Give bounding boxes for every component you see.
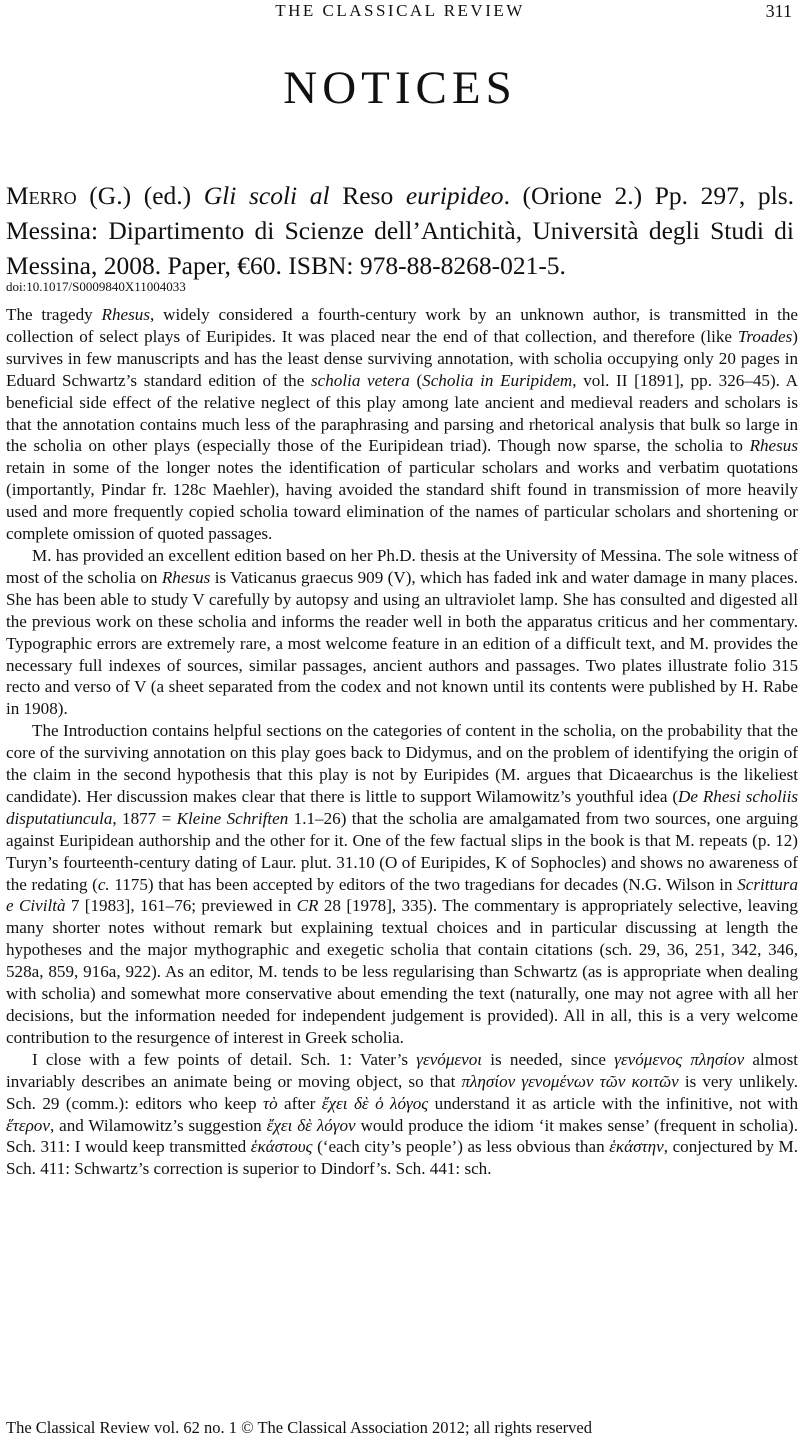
- paragraph-text: ) survives in few manuscripts and has the least dense surviving annotation, with scholia occupying only 20 pages in Eduard Schwartz’s standard edition of the: [6, 326, 798, 390]
- body-paragraph: [6, 1049, 798, 1180]
- paragraph-text: after: [277, 1093, 322, 1113]
- paragraph-text: (: [409, 370, 423, 390]
- italic-text: ἕτερον: [6, 1115, 50, 1135]
- italic-text: De Rhesi scholiis disputatiuncula: [6, 786, 798, 828]
- italic-text: ἑκάστους: [250, 1137, 313, 1157]
- italic-text: τὸ: [262, 1093, 278, 1113]
- copyright-footer: The Classical Review vol. 62 no. 1 © The Classical Association 2012; all rights reserved: [6, 1418, 592, 1437]
- page-number: 311: [765, 1, 792, 21]
- running-head: [0, 0, 800, 24]
- italic-text: CR: [296, 896, 319, 916]
- italic-text: Scrittura e Civiltà: [6, 874, 798, 916]
- body-paragraph: [6, 720, 798, 1049]
- paragraph-text: I close with a few points of detail. Sch. 1: Vater’s: [32, 1049, 417, 1069]
- paragraph-text: understand it as article with the infinitive, not with: [428, 1093, 798, 1113]
- book-citation: [6, 178, 794, 283]
- italic-text: Rhesus: [749, 436, 798, 456]
- italic-text: πλησίον γενομένων τῶν κοιτῶν: [461, 1071, 679, 1091]
- citation-title-part: Gli scoli al: [203, 181, 330, 210]
- review-body: [6, 304, 798, 1180]
- italic-text: ἑκάστην: [609, 1137, 664, 1157]
- journal-title: THE CLASSICAL REVIEW: [275, 1, 525, 20]
- paragraph-text: , conjectured by M. Sch. 411: Schwartz’s correction is superior to Dindorf’s. Sch. 441: sch.: [6, 1137, 798, 1179]
- italic-text: ἔχει δὲ λόγον: [266, 1115, 356, 1135]
- paragraph-text: , widely considered a fourth-century work by an unknown author, is transmitted in the collection of select plays of Euripides. It was placed near the end of that collection, and therefore (like: [6, 305, 798, 346]
- citation-author-rest: (G.) (ed.): [76, 181, 204, 210]
- italic-text: c.: [97, 874, 110, 894]
- citation-author-surname: Merro: [6, 181, 77, 210]
- paragraph-text: 28 [1978], 335). The commentary is appropriately selective, leaving many shorter notes without remark but explaining textual choices and in particular discussing at length the hypotheses and the major mythographic and exegetic scholia that contain citations (sch. 29, 36, 251, 342, 346, 528a, 859, 916a, 922). As an editor, M. tends to be less regularising than Schwartz (as is appropriate when dealing with scholia) and somewhat more conservative about emending the text (naturally, one may not agree with all her decisions, but the information needed for independent judgement is provided). All in all, this is a very welcome contribution to the resurgence of interest in Greek scholia.: [6, 896, 798, 1047]
- italic-text: Rhesus: [161, 567, 211, 587]
- paragraph-text: The tragedy: [6, 305, 102, 324]
- paragraph-text: almost invariably describes an animate being or moving object, so that: [6, 1049, 799, 1091]
- citation-details: . (Orione 2.) Pp. 297, pls. Messina: Dipartimento di Scienze dell’Antichità, Università degli Studi di Messina, 2008. Paper, €60. ISBN: 978-88-8268-021-5.: [6, 181, 795, 280]
- doi: doi:10.1017/S0009840X11004033: [6, 279, 186, 294]
- italic-text: ἔχει δὲ ὁ λόγος: [321, 1093, 429, 1113]
- paragraph-text: is very unlikely. Sch. 29 (comm.): editors who keep: [6, 1071, 799, 1113]
- citation-title-part: Reso: [329, 181, 406, 210]
- paragraph-text: , and Wilamowitz’s suggestion: [49, 1115, 267, 1135]
- paragraph-text: 1175) that has been accepted by editors of the two tragedians for decades (N.G. Wilson in: [109, 874, 738, 894]
- paragraph-text: M. has provided an excellent edition based on her Ph.D. thesis at the University of Messina. The sole witness of most of the scholia on: [6, 545, 798, 587]
- body-paragraph: [6, 304, 798, 545]
- italic-text: γενόμενος πλησίον: [614, 1049, 745, 1069]
- section-title: NOTICES: [283, 62, 517, 114]
- italic-text: Troades: [737, 326, 793, 346]
- paragraph-text: (‘each city’s people’) as less obvious than: [312, 1137, 610, 1157]
- paragraph-text: 1.1–26) that the scholia are amalgamated from two sources, one arguing against Euripidean authorship and the other for it. One of the few factual slips in the book is that M. repeats (p. 12) Turyn’s fourteenth-century dating of Laur. plut. 31.10 (O of Euripides, K of Sophocles) and shows no awareness of the redating (: [6, 808, 799, 894]
- italic-text: scholia vetera: [310, 370, 410, 390]
- paragraph-text: , 1877 =: [112, 808, 177, 828]
- italic-text: Kleine Schriften: [176, 808, 289, 828]
- paragraph-text: is Vaticanus graecus 909 (V), which has faded ink and water damage in many places. She has been able to study V carefully by autopsy and using an ultraviolet lamp. She has consulted and digested all the previous work on these scholia and informs the reader well in both the apparatus criticus and her commentary. Typographic errors are extremely rare, a most welcome feature in an edition of a difficult text, and M. provides the necessary full indexes of sources, similar passages, ancient authors and passages. Two plates illustrate folio 315 recto and verso of V (a sheet separated from the codex and not known until its contents were published by H. Rabe in 1908).: [6, 567, 799, 719]
- citation-title-part: euripideo: [405, 181, 504, 210]
- paragraph-text: , vol. II [1891], pp. 326–45). A beneficial side effect of the relative neglect of this play among late ancient and medieval readers and scholars is that the annotation contains much less of the paraphrasing and parsing and rhetorical analysis that bulk so large in the scholia on other plays (especially those of the Euripidean triad). Though now sparse, the scholia to: [6, 370, 799, 456]
- paragraph-text: The Introduction contains helpful sections on the categories of content in the scholia, on the probability that the core of the surviving annotation on this play goes back to Didymus, and on the problem of identifying the origin of the claim in the second hypothesis that this play is not by Euripides (M. argues that Dicaearchus is the likeliest candidate). Her discussion makes clear that there is little to support Wilamowitz’s youthful idea (: [6, 721, 798, 806]
- body-paragraph: [6, 545, 798, 720]
- paragraph-text: retain in some of the longer notes the identification of particular scholars and works and verbatim quotations (importantly, Pindar fr. 128c Maehler), having avoided the standard shift found in transmission of more heavily used and more frequently copied scholia toward elimination of the names of particular scholars and shortening or complete omission of quoted passages.: [6, 458, 798, 544]
- italic-text: γενόμενοι: [416, 1049, 483, 1069]
- paragraph-text: is needed, since: [482, 1049, 615, 1069]
- paragraph-text: would produce the idiom ‘it makes sense’ (frequent in scholia). Sch. 311: I would keep transmitted: [6, 1115, 798, 1157]
- italic-text: Rhesus: [101, 305, 150, 324]
- paragraph-text: 7 [1983], 161–76; previewed in: [65, 896, 297, 916]
- italic-text: Scholia in Euripidem: [422, 370, 573, 390]
